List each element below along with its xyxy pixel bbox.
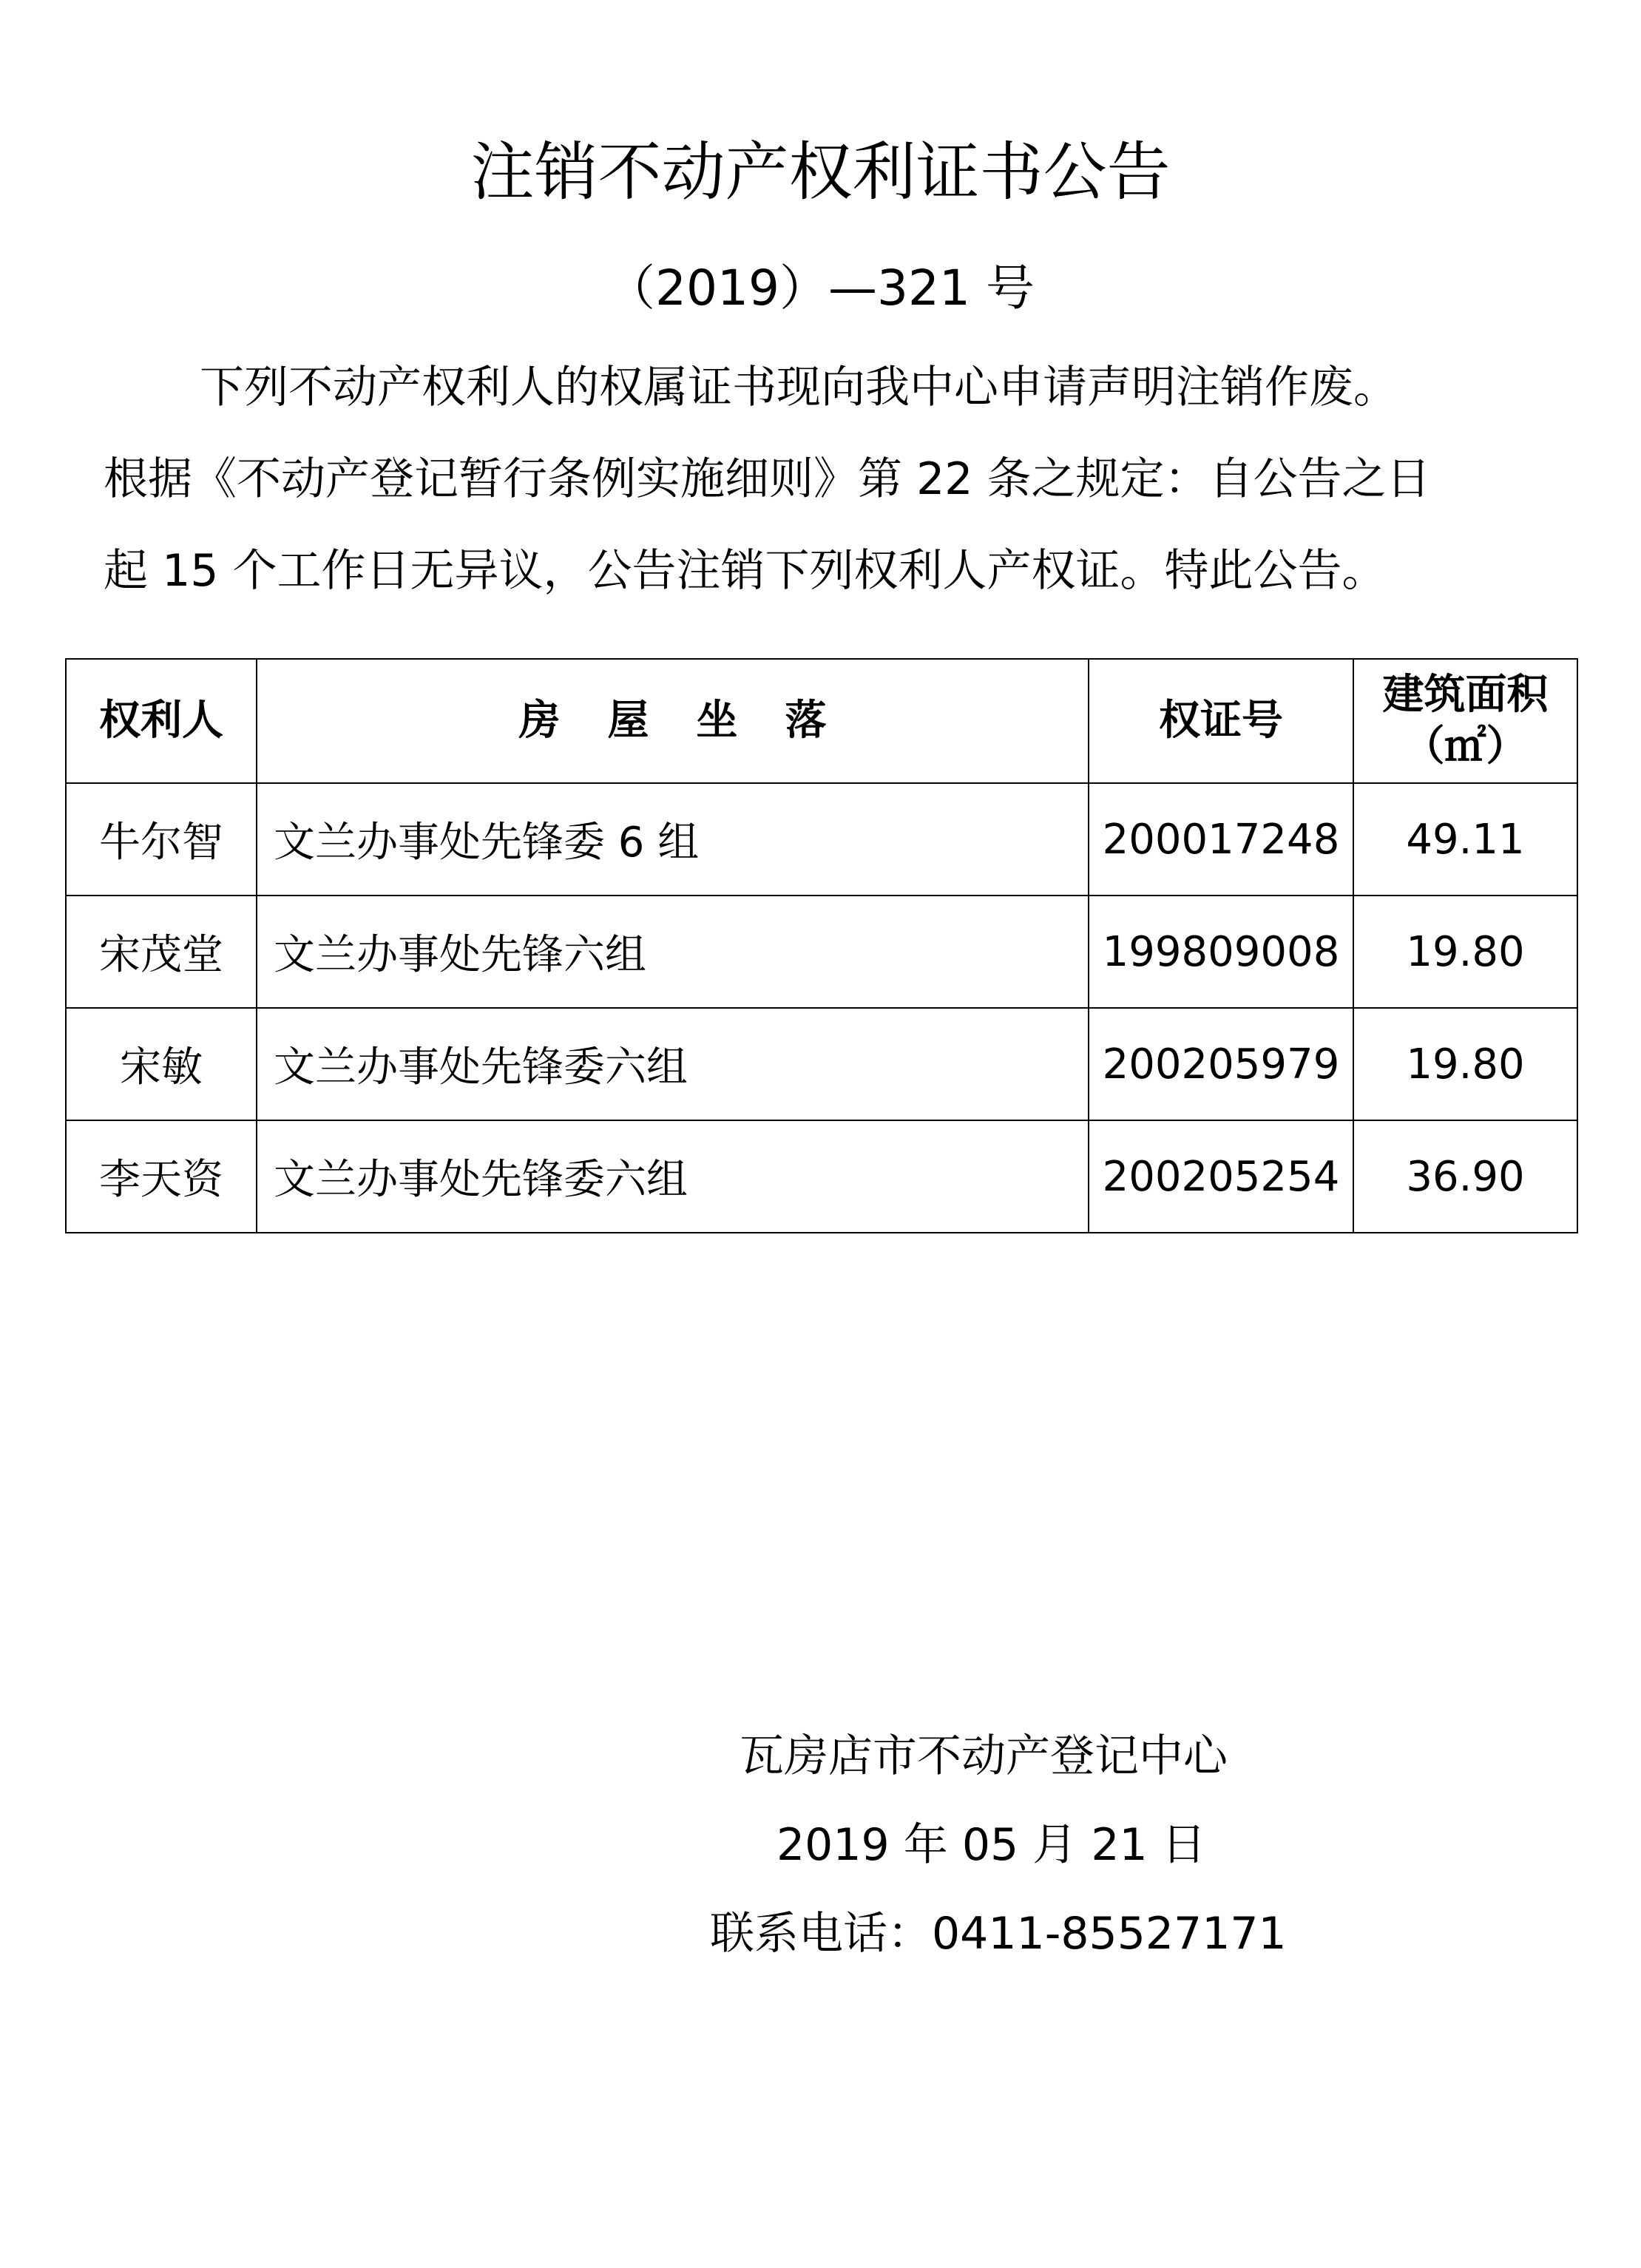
header-owner: 权利人 — [66, 659, 257, 783]
body-text-line-3: 起 15 个工作日无异议，公告注销下列权利人产权证。特此公告。 — [104, 545, 1387, 597]
contact-phone: 联系电话：0411-85527171 — [710, 1908, 1287, 1960]
cell-owner: 宋敏 — [66, 1008, 257, 1120]
header-address-label: 房屋坐落 — [518, 697, 874, 745]
table-row — [66, 783, 1577, 896]
cell-area: 19.80 — [1353, 896, 1577, 1008]
header-address — [257, 659, 1089, 783]
cell-owner: 李天资 — [66, 1120, 257, 1233]
table-row — [66, 1120, 1577, 1233]
cell-cert-number: 200017248 — [1089, 783, 1353, 896]
header-cert-number: 权证号 — [1089, 659, 1353, 783]
header-area — [1353, 659, 1577, 783]
cell-owner: 宋茂堂 — [66, 896, 257, 1008]
issuing-organization: 瓦房店市不动产登记中心 — [740, 1730, 1228, 1782]
table-header-row — [66, 659, 1577, 783]
body-text-line-1: 下列不动产权利人的权属证书现向我中心申请声明注销作废。 — [200, 362, 1398, 413]
document-number: （2019）—321 号 — [606, 260, 1035, 316]
cell-address: 文兰办事处先锋委 6 组 — [257, 783, 1089, 896]
header-area-label: 建筑面积 — [1382, 671, 1549, 719]
cell-area: 19.80 — [1353, 1008, 1577, 1120]
cell-cert-number: 200205254 — [1089, 1120, 1353, 1233]
cell-area: 49.11 — [1353, 783, 1577, 896]
body-text-line-2: 根据《不动产登记暂行条例实施细则》第 22 条之规定：自公告之日 — [104, 453, 1431, 505]
header-area-unit: （㎡） — [1403, 722, 1528, 771]
cell-area: 36.90 — [1353, 1120, 1577, 1233]
cell-address: 文兰办事处先锋委六组 — [257, 1008, 1089, 1120]
table-row — [66, 1008, 1577, 1120]
cancellation-table — [65, 658, 1578, 1233]
cell-address: 文兰办事处先锋六组 — [257, 896, 1089, 1008]
issue-date: 2019 年 05 月 21 日 — [776, 1819, 1206, 1871]
page-title: 注销不动产权利证书公告 — [470, 135, 1171, 209]
cell-cert-number: 200205979 — [1089, 1008, 1353, 1120]
cell-owner: 牛尔智 — [66, 783, 257, 896]
table-row — [66, 896, 1577, 1008]
cell-address: 文兰办事处先锋委六组 — [257, 1120, 1089, 1233]
cell-cert-number: 199809008 — [1089, 896, 1353, 1008]
